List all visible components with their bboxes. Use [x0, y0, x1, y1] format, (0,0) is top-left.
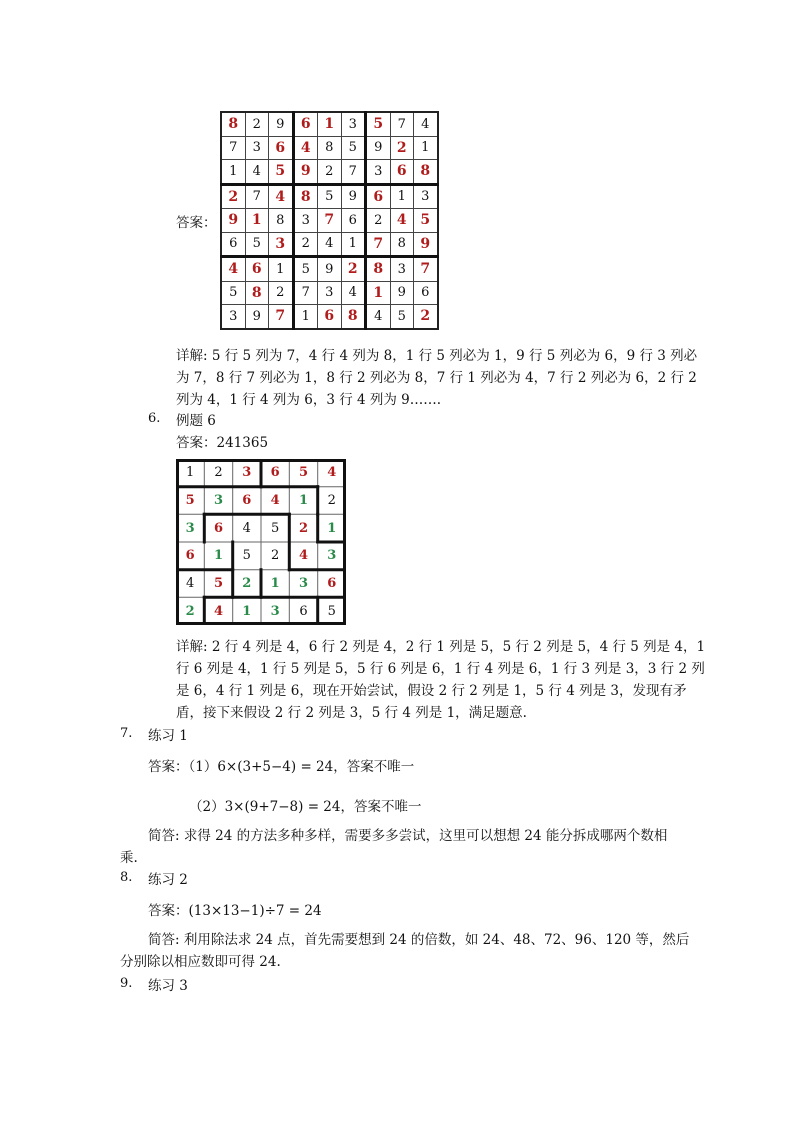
sudoku-cell: 8 [366, 257, 391, 282]
sudoku-row [221, 160, 438, 185]
sudoku-cell: 3 [414, 184, 438, 209]
item-title: 练习 3 [148, 978, 188, 994]
sudoku-cell: 2 [245, 112, 269, 136]
sudoku-row [221, 232, 438, 257]
sudoku-cell: 7 [414, 257, 438, 282]
sudoku-cell: 1 [245, 209, 269, 233]
sudoku-cell: 2 [390, 136, 414, 160]
example6-grid [176, 459, 346, 625]
grid-cell: 1 [213, 548, 224, 564]
brief-line: 分别除以相应数即可得 24. [120, 954, 281, 970]
grid-cell: 2 [327, 492, 336, 508]
sudoku-cell: 6 [414, 281, 438, 305]
sudoku-answer-grid [220, 111, 439, 330]
grid-cell: 6 [299, 603, 308, 619]
sudoku-cell: 1 [366, 281, 391, 305]
grid-cell: 1 [270, 575, 280, 591]
sudoku-row [221, 112, 438, 136]
sudoku-cell: 9 [318, 257, 342, 282]
sudoku-cell: 4 [390, 209, 414, 233]
grid-cell: 1 [327, 520, 337, 536]
sudoku-cell: 4 [414, 112, 438, 136]
sudoku-cell: 9 [293, 160, 318, 185]
sudoku-cell: 5 [245, 232, 269, 257]
sudoku-cell: 8 [414, 160, 438, 185]
item-title: 练习 1 [148, 728, 188, 744]
sudoku-cell: 9 [366, 136, 391, 160]
sudoku-row [221, 136, 438, 160]
grid-cell: 5 [327, 603, 336, 619]
sudoku-cell: 7 [366, 232, 391, 257]
sudoku-cell: 7 [245, 184, 269, 209]
sudoku-row [221, 281, 438, 305]
sudoku-cell: 7 [341, 160, 366, 185]
grid-cell: 6 [213, 520, 224, 536]
detail-line: 是 6，4 行 1 列是 6，现在开始尝试，假设 2 行 2 列是 1，5 行 4 列是 3，发现有矛 [176, 683, 687, 699]
item-title: 练习 2 [148, 872, 188, 888]
answer-text: 答案：(13×13−1)÷7 = 24 [148, 903, 322, 919]
grid-cell: 4 [298, 548, 309, 564]
section7-brief [120, 825, 738, 869]
sudoku-cell: 7 [221, 136, 245, 160]
sudoku-cell: 7 [293, 281, 318, 305]
sudoku-cell: 7 [318, 209, 342, 233]
sudoku-cell: 8 [341, 305, 366, 329]
grid-cell: 3 [327, 548, 337, 564]
grid-cell: 6 [242, 492, 252, 508]
item-number: 7. [120, 726, 133, 741]
grid-cell: 5 [242, 548, 251, 564]
item-number: 6. [148, 411, 161, 426]
sudoku-cell: 7 [390, 112, 414, 136]
grid-cell: 2 [271, 548, 280, 564]
grid-cell: 6 [185, 548, 195, 564]
sudoku-cell: 2 [318, 160, 342, 185]
sudoku-cell: 4 [269, 184, 294, 209]
answer-text: （2）3×(9+7−8) = 24，答案不唯一 [189, 799, 422, 815]
sudoku-cell: 6 [293, 112, 318, 136]
grid-cell: 3 [242, 465, 252, 481]
sudoku-cell: 1 [390, 184, 414, 209]
sudoku-cell: 9 [414, 232, 438, 257]
sudoku-cell: 1 [269, 257, 294, 282]
answer-text: 答案：（1）6×(3+5−4) = 24，答案不唯一 [148, 759, 415, 775]
sudoku-cell: 8 [318, 136, 342, 160]
sudoku-cell: 1 [318, 112, 342, 136]
section5-detail [176, 345, 736, 411]
answer-text: 答案：241365 [176, 435, 269, 451]
detail-line: 详解: 5 行 5 列为 7，4 行 4 列为 8，1 行 5 列必为 1，9 行 5 列必为 6，9 行 3 列必 [176, 348, 698, 364]
item-number: 8. [120, 870, 133, 885]
detail-line: 行 6 列是 4，1 行 5 列是 5，5 行 6 列是 6，1 行 4 列是 6，1 行 3 列是 3，3 行 2 列 [176, 661, 705, 677]
sudoku-cell: 5 [293, 257, 318, 282]
sudoku-cell: 4 [366, 305, 391, 329]
grid-cell: 3 [185, 520, 195, 536]
sudoku-cell: 9 [390, 281, 414, 305]
detail-line: 为 7，8 行 7 列必为 1，8 行 2 列必为 8，7 行 1 列必为 4，7 行 2 列必为 6，2 行 2 [176, 370, 697, 386]
grid-cell: 2 [242, 575, 252, 591]
grid-cell: 3 [270, 603, 280, 619]
grid-cell: 6 [270, 465, 280, 481]
sudoku-cell: 2 [269, 281, 294, 305]
sudoku-cell: 9 [341, 184, 366, 209]
sudoku-row [221, 184, 438, 209]
sudoku-cell: 8 [293, 184, 318, 209]
grid-cell: 3 [213, 492, 224, 508]
section6-detail [176, 636, 736, 724]
sudoku-cell: 5 [414, 209, 438, 233]
sudoku-cell: 6 [390, 160, 414, 185]
sudoku-cell: 8 [245, 281, 269, 305]
sudoku-cell: 8 [390, 232, 414, 257]
sudoku-cell: 3 [366, 160, 391, 185]
sudoku-cell: 3 [390, 257, 414, 282]
sudoku-cell: 3 [293, 209, 318, 233]
sudoku-cell: 9 [221, 209, 245, 233]
grid-cell: 1 [242, 603, 252, 619]
sudoku-cell: 6 [341, 209, 366, 233]
sudoku-cell: 2 [341, 257, 366, 282]
detail-line: 盾，接下来假设 2 行 2 列是 3，5 行 4 列是 1，满足题意. [176, 705, 527, 721]
sudoku-cell: 2 [366, 209, 391, 233]
sudoku-cell: 5 [269, 160, 294, 185]
grid-cell: 5 [213, 575, 224, 591]
sudoku-cell: 2 [293, 232, 318, 257]
sudoku-cell: 8 [221, 112, 245, 136]
grid-cell: 1 [186, 465, 195, 481]
grid-cell: 2 [185, 603, 195, 619]
sudoku-cell: 4 [341, 281, 366, 305]
sudoku-row [221, 257, 438, 282]
brief-line: 乘. [120, 850, 138, 866]
sudoku-row [221, 209, 438, 233]
grid-cell: 5 [271, 520, 280, 536]
sudoku-cell: 2 [414, 305, 438, 329]
sudoku-cell: 6 [269, 136, 294, 160]
sudoku-cell: 5 [318, 184, 342, 209]
brief-line: 简答: 求得 24 的方法多种多样，需要多多尝试，这里可以想想 24 能分拆成哪两个数相 [148, 828, 668, 844]
sudoku-cell: 6 [366, 184, 391, 209]
sudoku-cell: 3 [221, 305, 245, 329]
sudoku-cell: 1 [341, 232, 366, 257]
grid-cell: 1 [298, 492, 309, 508]
sudoku-cell: 8 [269, 209, 294, 233]
sudoku-cell: 5 [341, 136, 366, 160]
sudoku-cell: 9 [269, 112, 294, 136]
sudoku-cell: 1 [221, 160, 245, 185]
brief-line: 简答: 利用除法求 24 点，首先需要想到 24 的倍数，如 24、48、72、96、120 等，然后 [148, 932, 690, 948]
sudoku-cell: 5 [366, 112, 391, 136]
sudoku-cell: 5 [390, 305, 414, 329]
sudoku-cell: 3 [318, 281, 342, 305]
item-number: 9. [120, 976, 133, 991]
grid-cell: 2 [214, 465, 223, 481]
grid-cell: 5 [185, 492, 195, 508]
sudoku-cell: 3 [269, 232, 294, 257]
sudoku-cell: 6 [318, 305, 342, 329]
answer-label: 答案： [176, 215, 217, 231]
sudoku-cell: 3 [341, 112, 366, 136]
sudoku-cell: 7 [269, 305, 294, 329]
grid-cell: 4 [270, 492, 280, 508]
sudoku-cell: 4 [293, 136, 318, 160]
grid-cell: 6 [327, 575, 337, 591]
sudoku-cell: 2 [221, 184, 245, 209]
item-title: 例题 6 [176, 413, 216, 429]
grid-cell: 2 [298, 520, 309, 536]
sudoku-cell: 9 [245, 305, 269, 329]
sudoku-row [221, 305, 438, 329]
grid-cell: 4 [186, 575, 195, 591]
sudoku-cell: 4 [221, 257, 245, 282]
sudoku-cell: 3 [245, 136, 269, 160]
sudoku-cell: 4 [318, 232, 342, 257]
sudoku-cell: 6 [245, 257, 269, 282]
grid-cell: 4 [213, 603, 224, 619]
grid-cell: 4 [327, 465, 337, 481]
section8-brief [120, 929, 738, 973]
grid-cell: 4 [242, 520, 251, 536]
detail-line: 详解: 2 行 4 列是 4，6 行 2 列是 4，2 行 1 列是 5，5 行 2 列是 5，4 行 5 列是 4，1 [176, 639, 706, 655]
sudoku-cell: 1 [293, 305, 318, 329]
grid-cell: 3 [298, 575, 309, 591]
detail-line: 列为 4，1 行 4 列为 6，3 行 4 列为 9……. [176, 392, 442, 408]
grid-cell: 5 [298, 465, 309, 481]
sudoku-cell: 4 [245, 160, 269, 185]
sudoku-cell: 6 [221, 232, 245, 257]
sudoku-cell: 5 [221, 281, 245, 305]
sudoku-cell: 1 [414, 136, 438, 160]
